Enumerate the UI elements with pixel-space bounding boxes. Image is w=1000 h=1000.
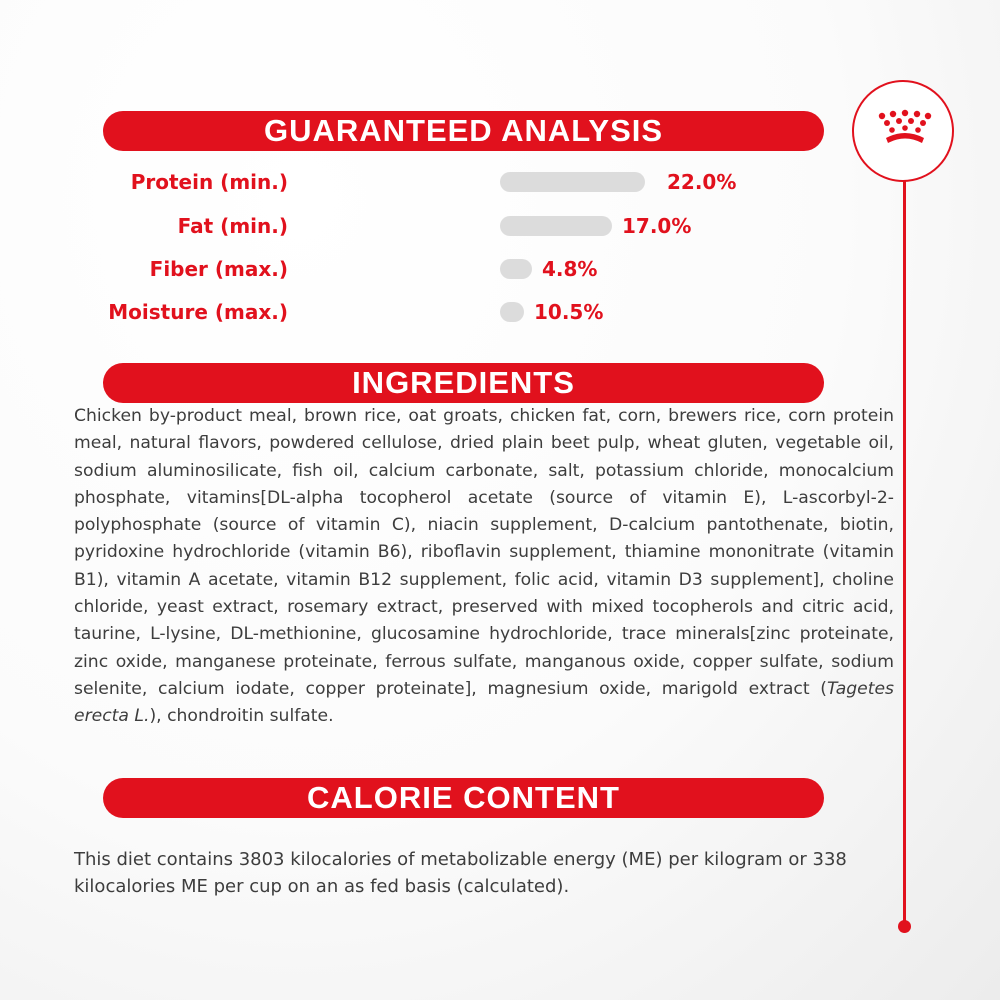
analysis-value: 17.0%	[622, 214, 692, 238]
analysis-bar	[500, 302, 524, 322]
analysis-bar	[500, 259, 532, 279]
crown-icon	[878, 108, 932, 154]
analysis-value: 4.8%	[542, 257, 598, 281]
brand-badge	[852, 80, 954, 182]
analysis-label: Moisture (max.)	[108, 300, 288, 324]
calorie-content-header: CALORIE CONTENT	[103, 778, 824, 818]
analysis-label: Fat (min.)	[177, 214, 288, 238]
analysis-row-moisture	[0, 297, 800, 327]
analysis-label: Fiber (max.)	[149, 257, 288, 281]
ingredients-latin-name: Tagetes erecta L.	[74, 678, 894, 727]
analysis-bar	[500, 172, 645, 192]
ingredients-tail: ), chondroitin sulfate.	[149, 706, 334, 727]
decorative-end-dot	[898, 920, 911, 933]
calorie-content-text: This diet contains 3803 kilocalories of metabolizable energy (ME) per kilogram or 338 kilocalories ME per cup on an as fed basis (calculated).	[74, 849, 847, 897]
decorative-vertical-line	[903, 181, 906, 926]
analysis-row-fat	[0, 211, 800, 241]
analysis-label: Protein (min.)	[130, 170, 288, 194]
analysis-row-protein	[0, 167, 800, 197]
ingredients-header: INGREDIENTS	[103, 363, 824, 403]
ingredients-main: Chicken by-product meal, brown rice, oat groats, chicken fat, corn, brewers rice, corn protein meal, natural flavors, powdered cellulose, dried plain beet pulp, wheat gluten, vegetable oil, sodium aluminosilicate, fish oil, calcium carbonate, salt, potassium chloride, monocalcium phosphate, vitamins[DL-alpha tocopherol acetate (source of vitamin E), L-ascorbyl-2-polyphosphate (source of vitamin C), niacin supplement, D-calcium pantothenate, biotin, pyridoxine hydrochloride (vitamin B6), riboflavin supplement, thiamine mononitrate (vitamin B1), vitamin A acetate, vitamin B12 supplement, folic acid, vitamin D3 supplement], choline chloride, yeast extract, rosemary extract, preserved with mixed tocopherols and citric acid, taurine, L-lysine, DL-methionine, glucosamine hydrochloride, trace minerals[zinc proteinate, zinc oxide, manganese proteinate, ferrous sulfate, manganous oxide, copper sulfate, sodium selenite, calcium iodate, copper proteinate], magnesium oxide, marigold extract (	[74, 406, 894, 699]
guaranteed-analysis-header: GUARANTEED ANALYSIS	[103, 111, 824, 151]
analysis-bar	[500, 216, 612, 236]
ingredients-text	[74, 403, 894, 731]
analysis-row-fiber	[0, 254, 800, 284]
analysis-value: 22.0%	[667, 170, 737, 194]
analysis-value: 10.5%	[534, 300, 604, 324]
